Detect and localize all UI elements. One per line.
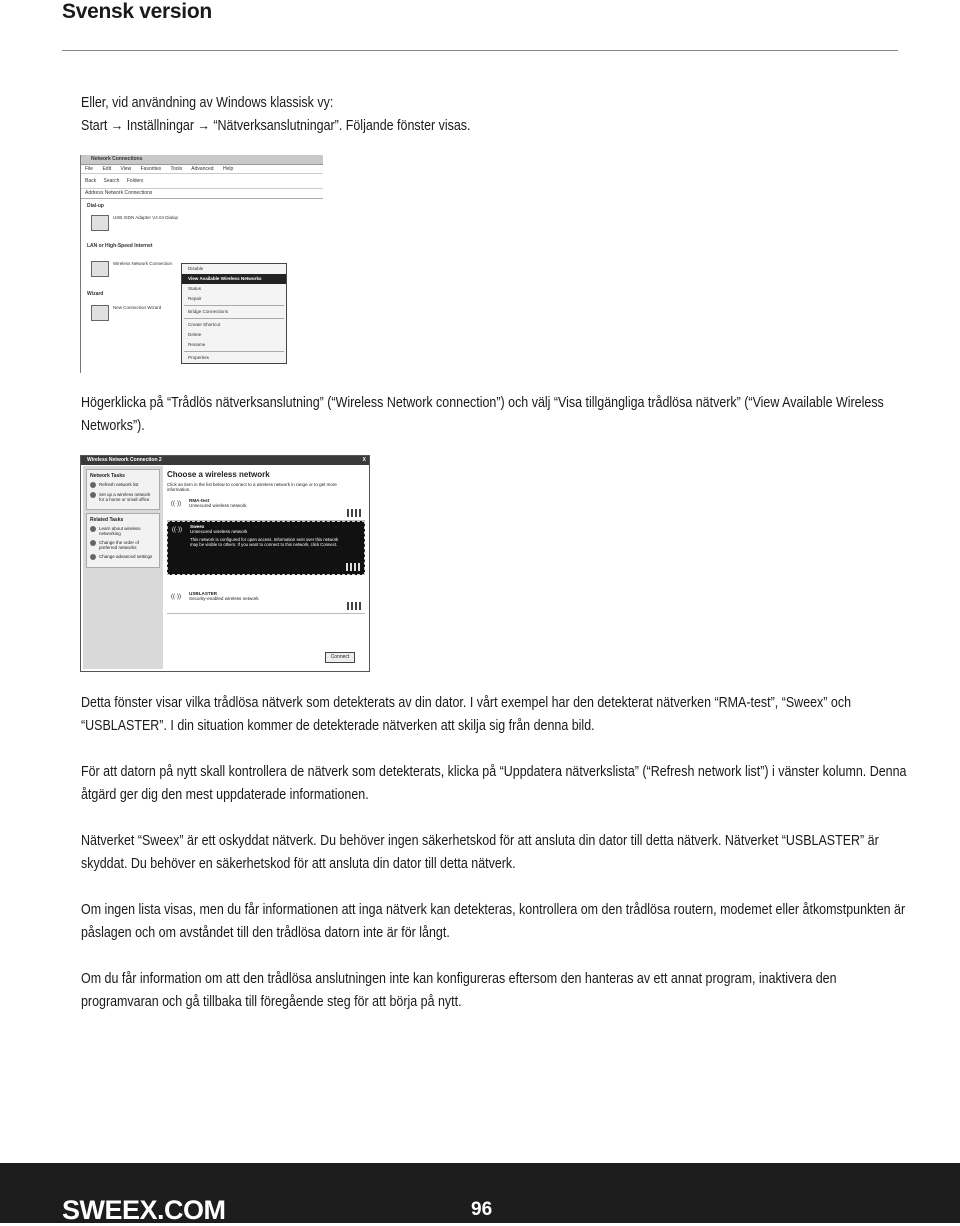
menu-tools[interactable]: Tools [170,166,183,172]
paragraph-right-click [81,392,901,438]
paragraph-no-list [81,899,906,945]
p6-text: Om ingen lista visas, men du får informationen att inga nätverk kan detekteras, kontrollera om den trådlösa routern, modemet eller åtkomstpunkten är påslagen och om avståndet till den trådlösa datorn inte är för långt. [81,902,906,941]
network-name: USBLASTER [189,591,218,596]
p7-text: Om du får information om att den trådlösa anslutningen inte kan konfigureras eftersom den hanteras av ett annat program, inaktivera den programvaran och gå tillbaka till föregående steg för att börja på nytt. [81,971,837,1010]
modem-icon [91,215,109,231]
section-dialup: Dial-up [87,203,104,209]
connect-button[interactable]: Connect [325,652,355,663]
setup-icon [90,492,96,498]
wireless-networks-screenshot [80,455,370,672]
network-item-usblaster[interactable] [167,589,365,614]
paragraph-security [81,830,901,876]
task-pane [83,466,163,669]
ctx-rename[interactable]: Rename [188,342,206,347]
p4-text: För att datorn på nytt skall kontrollera de nätverk som detekterats, klicka på “Uppdatera nätverkslista” (“Refresh network list”) i vänster kolumn. Denna åtgärd ger dig den mest uppdaterade informationen. [81,764,907,803]
close-icon[interactable]: X [362,457,366,463]
related-tasks-panel [86,513,160,568]
network-detail: This network is configured for open access. Information sent over this network may be visible to others. If you want to connect to this network, click Connect. [190,537,339,547]
menu-view[interactable]: View [120,166,132,172]
ctx-disable[interactable]: Disable [188,266,204,271]
ctx-delete[interactable]: Delete [188,332,202,337]
dialup-item-label: USB ISDN Adapter V4.04 Dialup [113,215,179,220]
setup-network-link[interactable] [90,492,156,502]
wireless-item-label: Wireless Network Connection [113,261,173,266]
refresh-label: Refresh network list [99,482,139,487]
search-button[interactable]: Search [103,178,120,184]
wireless-connection[interactable] [91,261,172,277]
window-title: Network Connections [81,155,323,165]
learn-wireless-link[interactable] [90,526,156,536]
intro-line-2: Start → Inställningar → “Nätverksanslutningar”. Följande fönster visas. [81,118,471,134]
ctx-repair[interactable]: Repair [188,296,202,301]
advanced-label: Change advanced settings [99,554,153,559]
menu-bar [81,165,323,174]
menu-file[interactable]: File [85,166,94,172]
network-status: Security-enabled wireless network [189,596,259,601]
menu-advanced[interactable]: Advanced [191,166,214,172]
ctx-shortcut[interactable]: Create Shortcut [188,322,221,327]
page-footer [0,1163,960,1223]
wizard-icon [91,305,109,321]
address-bar[interactable]: Address Network Connections [81,189,323,199]
setup-label: Set up a wireless network for a home or small office [99,492,151,502]
paragraph-refresh [81,761,907,807]
signal-strength-icon [347,509,361,517]
refresh-icon [90,482,96,488]
network-tasks-heading: Network Tasks [90,473,125,479]
ctx-properties[interactable]: Properties [188,355,209,360]
signal-strength-icon [346,563,360,571]
related-tasks-heading: Related Tasks [90,517,124,523]
network-list-pane [167,466,365,667]
page-header-title: Svensk version [62,0,212,23]
wizard-item-label: New Connection Wizard [113,305,162,310]
network-name: RMA-test [189,498,210,503]
toolbar [81,174,323,189]
dialog-titlebar [81,456,369,465]
order-label: Change the order of preferred networks [99,540,140,550]
antenna-icon: ((·)) [171,594,181,600]
change-order-link[interactable] [90,540,156,550]
star-icon [90,540,96,546]
network-item-rma-test[interactable] [167,496,365,521]
p2-text: Högerklicka på “Trådlös nätverksanslutning” (“Wireless Network connection”) och välj “Visa tillgängliga trådlösa nätverk” (“View Available Wireless Networks”). [81,395,884,434]
context-menu [181,263,287,364]
learn-label: Learn about wireless networking [99,526,141,536]
folders-button[interactable]: Folders [126,178,144,184]
section-wizard: Wizard [87,291,104,297]
choose-network-description: Click an item in the list below to connect to a wireless network in range or to get more information. [167,482,337,492]
refresh-network-list-link[interactable] [90,482,156,488]
antenna-icon: ((·)) [171,501,181,507]
menu-edit[interactable]: Edit [102,166,112,172]
antenna-icon: ((·)) [172,527,182,533]
intro-line-1: Eller, vid användning av Windows klassisk vy: [81,95,334,111]
paragraph-other-program [81,968,901,1014]
brand-logo-text: SWEEX.COM [62,1195,226,1225]
ctx-separator [184,351,284,352]
advanced-settings-link[interactable] [90,554,156,560]
network-connections-screenshot [80,155,323,373]
paragraph-detected [81,692,901,738]
header-rule [62,50,898,51]
wizard-item[interactable] [91,305,161,321]
choose-network-heading: Choose a wireless network [167,470,270,479]
dialup-connection[interactable] [91,215,178,231]
ctx-separator [184,305,284,306]
ctx-status[interactable]: Status [188,286,202,291]
section-lan: LAN or High-Speed Internet [87,243,153,249]
dialog-title: Wireless Network Connection 2 [87,457,162,463]
page-number: 96 [471,1199,493,1220]
network-item-sweex[interactable] [167,521,365,575]
info-icon [90,526,96,532]
settings-icon [90,554,96,560]
ctx-bridge[interactable]: Bridge Connections [188,309,229,314]
menu-help[interactable]: Help [222,166,234,172]
network-status: Unsecured wireless network [190,529,248,534]
p5-text: Nätverket “Sweex” är ett oskyddat nätverk. Du behöver ingen säkerhetskod för att ansluta din dator till detta nätverk. Nätverket “USBLASTER” är skyddat. Du behöver en säkerhetskod för att ansluta din dator till detta nätverk. [81,833,879,872]
ctx-view-available-networks[interactable]: View Available Wireless Networks [182,274,286,284]
signal-strength-icon [347,602,361,610]
paragraph-intro [81,92,901,138]
menu-favorites[interactable]: Favorites [140,166,162,172]
ctx-separator [184,318,284,319]
network-tasks-panel [86,469,160,510]
network-status: Unsecured wireless network [189,503,247,508]
network-name: Sweex [190,524,205,529]
back-button[interactable]: Back [85,178,97,184]
wireless-adapter-icon [91,261,109,277]
p3-text: Detta fönster visar vilka trådlösa nätverk som detekterats av din dator. I vårt exempel har den detekterat nätverken “RMA-test”, “Sweex” och “USBLASTER”. I din situation kommer de detekterade nätverken att skilja sig från denna bild. [81,695,852,734]
